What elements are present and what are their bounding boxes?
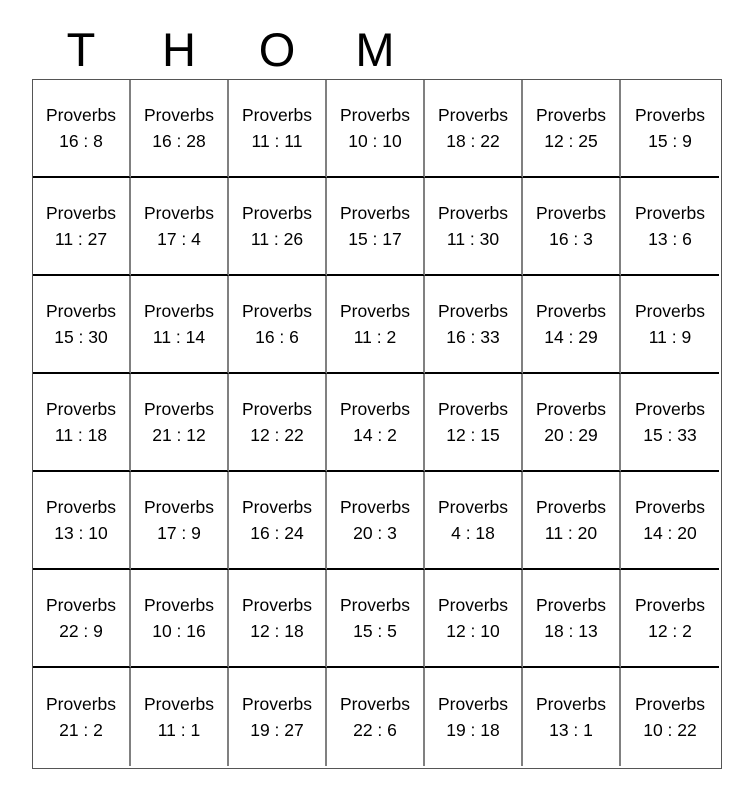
cell-verse-reference: 16 : 3 [549,229,593,249]
title-letter: O [258,23,296,76]
title-letter: M [355,23,395,76]
cell-verse-reference: 20 : 29 [544,425,598,445]
cell-book-label: Proverbs [634,399,706,419]
cell-verse-reference: 21 : 12 [152,425,206,445]
cell-book-label: Proverbs [535,301,607,321]
cell-book-label: Proverbs [241,595,313,615]
cell-verse-reference: 22 : 9 [59,621,103,641]
cell-book-label: Proverbs [634,595,706,615]
bingo-cell[interactable] [229,668,327,766]
bingo-cell[interactable] [327,472,425,570]
cell-book-label: Proverbs [437,203,509,223]
bingo-cell[interactable] [33,178,131,276]
cell-verse-reference: 13 : 6 [648,229,692,249]
bingo-cell[interactable] [523,668,621,766]
cell-book-label: Proverbs [437,595,509,615]
bingo-cell[interactable] [621,570,719,668]
cell-book-label: Proverbs [45,105,117,125]
cell-book-label: Proverbs [143,105,215,125]
cell-verse-reference: 22 : 6 [353,720,397,740]
cell-book-label: Proverbs [143,497,215,517]
cell-book-label: Proverbs [634,105,706,125]
cell-verse-reference: 16 : 28 [152,131,206,151]
bingo-cell[interactable] [131,472,229,570]
bingo-cell[interactable] [621,178,719,276]
cell-book-label: Proverbs [535,105,607,125]
bingo-cell[interactable] [33,374,131,472]
cell-verse-reference: 11 : 30 [446,229,500,249]
cell-verse-reference: 11 : 14 [152,327,206,347]
cell-verse-reference: 12 : 18 [250,621,304,641]
cell-verse-reference: 11 : 9 [648,327,692,347]
cell-verse-reference: 10 : 16 [152,621,206,641]
cell-verse-reference: 15 : 5 [353,621,397,641]
cell-verse-reference: 14 : 29 [544,327,598,347]
cell-verse-reference: 17 : 9 [157,523,201,543]
cell-book-label: Proverbs [143,203,215,223]
bingo-cell[interactable] [425,472,523,570]
cell-book-label: Proverbs [437,301,509,321]
cell-verse-reference: 11 : 2 [353,327,397,347]
cell-verse-reference: 12 : 15 [446,425,500,445]
cell-verse-reference: 14 : 2 [353,425,397,445]
bingo-cell[interactable] [523,472,621,570]
bingo-cell[interactable] [425,80,523,178]
cell-book-label: Proverbs [45,203,117,223]
cell-book-label: Proverbs [339,203,411,223]
cell-verse-reference: 13 : 1 [549,720,593,740]
bingo-cell[interactable] [621,668,719,766]
cell-verse-reference: 20 : 3 [353,523,397,543]
bingo-cell[interactable] [425,276,523,374]
cell-book-label: Proverbs [535,694,607,714]
cell-verse-reference: 18 : 22 [446,131,500,151]
bingo-cell[interactable] [523,178,621,276]
cell-book-label: Proverbs [634,301,706,321]
cell-verse-reference: 16 : 33 [446,327,500,347]
bingo-cell[interactable] [33,668,131,766]
bingo-cell[interactable] [33,472,131,570]
bingo-cell[interactable] [621,80,719,178]
cell-verse-reference: 12 : 2 [648,621,692,641]
cell-book-label: Proverbs [45,399,117,419]
bingo-cell[interactable] [327,570,425,668]
bingo-cell[interactable] [327,178,425,276]
cell-book-label: Proverbs [241,694,313,714]
cell-book-label: Proverbs [634,694,706,714]
cell-verse-reference: 15 : 17 [348,229,402,249]
cell-verse-reference: 10 : 22 [643,720,697,740]
card-title [32,0,720,79]
bingo-cell[interactable] [131,668,229,766]
cell-verse-reference: 16 : 24 [250,523,304,543]
cell-book-label: Proverbs [45,497,117,517]
cell-book-label: Proverbs [45,301,117,321]
cell-verse-reference: 16 : 8 [59,131,103,151]
bingo-cell[interactable] [131,570,229,668]
bingo-cell[interactable] [327,276,425,374]
cell-book-label: Proverbs [535,595,607,615]
cell-verse-reference: 11 : 18 [54,425,108,445]
bingo-cell[interactable] [327,668,425,766]
bingo-cell[interactable] [131,80,229,178]
bingo-cell[interactable] [229,178,327,276]
cell-verse-reference: 15 : 33 [643,425,697,445]
cell-book-label: Proverbs [339,694,411,714]
cell-book-label: Proverbs [339,105,411,125]
cell-book-label: Proverbs [241,105,313,125]
cell-verse-reference: 11 : 1 [157,720,201,740]
cell-verse-reference: 14 : 20 [643,523,697,543]
bingo-cell[interactable] [229,374,327,472]
bingo-cell[interactable] [523,570,621,668]
cell-verse-reference: 11 : 26 [250,229,304,249]
bingo-cell[interactable] [621,374,719,472]
cell-book-label: Proverbs [45,694,117,714]
bingo-cell[interactable] [523,276,621,374]
cell-book-label: Proverbs [535,399,607,419]
cell-verse-reference: 19 : 27 [250,720,304,740]
title-letter: H [162,23,196,76]
bingo-cell[interactable] [131,276,229,374]
bingo-cell[interactable] [327,80,425,178]
cell-book-label: Proverbs [241,399,313,419]
cell-book-label: Proverbs [437,694,509,714]
cell-book-label: Proverbs [535,203,607,223]
cell-book-label: Proverbs [143,399,215,419]
bingo-cell[interactable] [425,178,523,276]
cell-verse-reference: 11 : 11 [251,131,303,151]
title-letter: T [66,23,96,76]
cell-book-label: Proverbs [437,105,509,125]
bingo-cell[interactable] [523,80,621,178]
cell-book-label: Proverbs [143,694,215,714]
bingo-cell[interactable] [33,570,131,668]
cell-verse-reference: 11 : 20 [544,523,598,543]
cell-verse-reference: 12 : 22 [250,425,304,445]
cell-book-label: Proverbs [45,595,117,615]
cell-verse-reference: 21 : 2 [59,720,103,740]
cell-verse-reference: 11 : 27 [54,229,108,249]
cell-verse-reference: 16 : 6 [255,327,299,347]
bingo-cell[interactable] [425,668,523,766]
cell-book-label: Proverbs [339,497,411,517]
bingo-cell[interactable] [425,374,523,472]
cell-book-label: Proverbs [143,595,215,615]
cell-book-label: Proverbs [437,497,509,517]
cell-book-label: Proverbs [634,203,706,223]
cell-book-label: Proverbs [143,301,215,321]
cell-verse-reference: 13 : 10 [54,523,108,543]
cell-book-label: Proverbs [339,399,411,419]
cell-book-label: Proverbs [437,399,509,419]
cell-verse-reference: 15 : 30 [54,327,108,347]
cell-verse-reference: 18 : 13 [544,621,598,641]
cell-verse-reference: 10 : 10 [348,131,402,151]
bingo-grid [32,79,722,769]
cell-verse-reference: 12 : 10 [446,621,500,641]
bingo-cell[interactable] [229,570,327,668]
bingo-cell[interactable] [229,276,327,374]
bingo-cell[interactable] [523,374,621,472]
bingo-cell[interactable] [621,472,719,570]
cell-verse-reference: 12 : 25 [544,131,598,151]
cell-book-label: Proverbs [339,595,411,615]
cell-verse-reference: 17 : 4 [157,229,201,249]
bingo-cell[interactable] [131,178,229,276]
cell-book-label: Proverbs [241,497,313,517]
cell-book-label: Proverbs [241,203,313,223]
cell-book-label: Proverbs [634,497,706,517]
cell-verse-reference: 15 : 9 [648,131,692,151]
cell-book-label: Proverbs [241,301,313,321]
cell-verse-reference: 4 : 18 [451,523,495,543]
bingo-cell[interactable] [131,374,229,472]
bingo-cell[interactable] [229,472,327,570]
cell-verse-reference: 19 : 18 [446,720,500,740]
bingo-cell[interactable] [229,80,327,178]
cell-book-label: Proverbs [339,301,411,321]
bingo-cell[interactable] [33,276,131,374]
bingo-cell[interactable] [621,276,719,374]
bingo-cell[interactable] [327,374,425,472]
cell-book-label: Proverbs [535,497,607,517]
bingo-cell[interactable] [33,80,131,178]
bingo-cell[interactable] [425,570,523,668]
